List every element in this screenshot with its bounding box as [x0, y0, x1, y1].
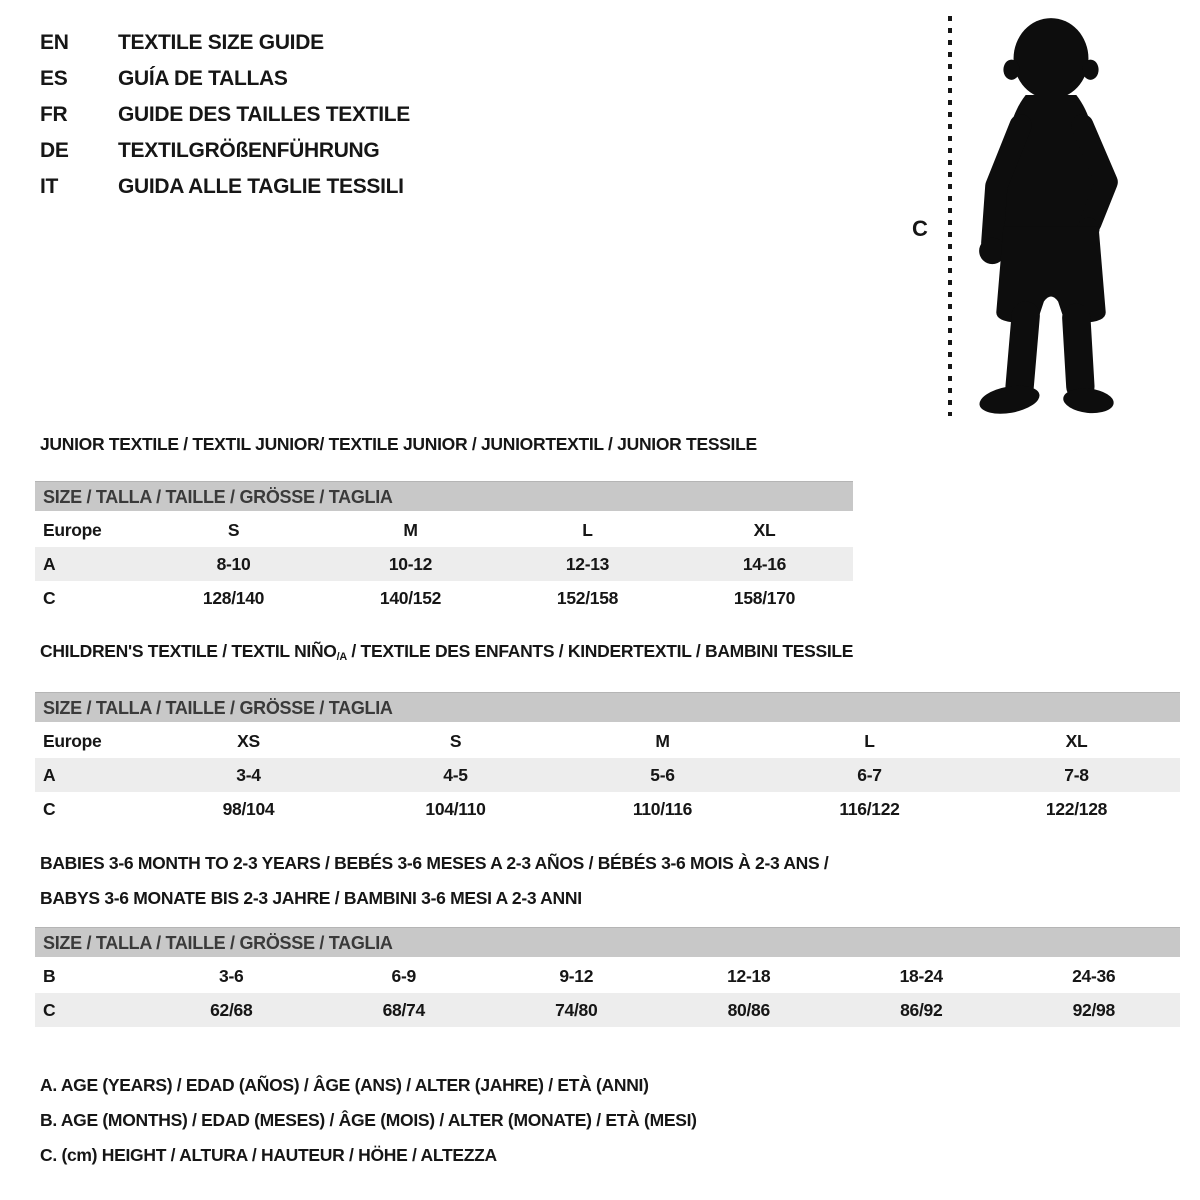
- row-value: 92/98: [1072, 999, 1115, 1020]
- section-title-text: BABIES 3-6 MONTH TO 2-3 YEARS / BEBÉS 3-6 MESES A 2-3 AÑOS / BÉBÉS 3-6 MOIS À 2-3 ANS /: [40, 853, 829, 873]
- row-value: 80/86: [727, 999, 770, 1020]
- row-value: 116/122: [839, 798, 900, 819]
- language-row: [40, 133, 410, 169]
- language-title: TEXTILE SIZE GUIDE: [118, 31, 324, 54]
- size-table: [35, 927, 1180, 1027]
- row-value: M: [403, 519, 418, 540]
- table-row: [35, 959, 1180, 993]
- row-label: B: [43, 965, 56, 986]
- row-label: Europe: [43, 730, 102, 751]
- row-label: Europe: [43, 519, 102, 540]
- row-label: A: [43, 764, 56, 785]
- row-value: 110/116: [632, 798, 693, 819]
- row-value: 98/104: [222, 798, 275, 819]
- table-row: [35, 758, 1180, 792]
- table-row: [35, 993, 1180, 1027]
- row-label: C: [43, 798, 56, 819]
- table-row: [35, 724, 1180, 758]
- section-title-line: [40, 881, 829, 916]
- row-label: C: [43, 999, 56, 1020]
- row-value: XL: [1065, 730, 1088, 751]
- row-value: 24-36: [1072, 965, 1116, 986]
- row-value: L: [864, 730, 875, 751]
- row-value: 3-4: [236, 764, 261, 785]
- row-value: 128/140: [202, 587, 265, 608]
- table-row: [35, 792, 1180, 826]
- section-title: [40, 434, 757, 455]
- row-value: 68/74: [382, 999, 425, 1020]
- table-row: [35, 581, 853, 615]
- row-value: 12-18: [727, 965, 771, 986]
- row-value: 152/158: [556, 587, 619, 608]
- size-header-bar: SIZE / TALLA / TAILLE / GRÖSSE / TAGLIA: [35, 481, 853, 511]
- row-value: S: [227, 519, 240, 540]
- size-table: [35, 692, 1180, 826]
- section-title-text: CHILDREN'S TEXTILE / TEXTIL NIÑO: [40, 641, 337, 661]
- row-value: 5-6: [650, 764, 675, 785]
- row-value: XS: [237, 730, 260, 751]
- row-value: 3-6: [219, 965, 244, 986]
- row-value: 8-10: [216, 553, 251, 574]
- row-value: 18-24: [899, 965, 943, 986]
- row-value: 10-12: [388, 553, 433, 574]
- language-code: EN: [40, 31, 69, 54]
- section-title-text: / TEXTILE DES ENFANTS / KINDERTEXTIL / BAMBINI TESSILE: [346, 641, 854, 661]
- row-value: S: [449, 730, 462, 751]
- row-value: 74/80: [555, 999, 598, 1020]
- language-row: [40, 97, 410, 133]
- row-value: 86/92: [900, 999, 943, 1020]
- row-label: A: [43, 553, 56, 574]
- row-value: 140/152: [379, 587, 442, 608]
- table-row: [35, 547, 853, 581]
- row-value: 6-9: [391, 965, 416, 986]
- row-value: 158/170: [733, 587, 796, 608]
- section-title-line: [40, 846, 829, 881]
- size-header-bar: SIZE / TALLA / TAILLE / GRÖSSE / TAGLIA: [35, 927, 1180, 957]
- language-code: ES: [40, 67, 68, 90]
- legend: [40, 1068, 697, 1173]
- row-value: 7-8: [1064, 764, 1089, 785]
- toddler-silhouette-icon: [964, 12, 1138, 422]
- language-title-list: [40, 25, 410, 205]
- section-title: [40, 641, 853, 663]
- language-code: IT: [40, 175, 59, 198]
- language-code: FR: [40, 103, 68, 126]
- legend-line: A. AGE (YEARS) / EDAD (AÑOS) / ÂGE (ANS) / ALTER (JAHRE) / ETÀ (ANNI): [40, 1075, 649, 1095]
- legend-line: B. AGE (MONTHS) / EDAD (MESES) / ÂGE (MOIS) / ALTER (MONATE) / ETÀ (MESI): [40, 1110, 697, 1130]
- row-value: 104/110: [425, 798, 486, 819]
- row-value: 4-5: [443, 764, 468, 785]
- section-title-text: JUNIOR TEXTILE / TEXTIL JUNIOR/ TEXTILE JUNIOR / JUNIORTEXTIL / JUNIOR TESSILE: [40, 434, 757, 454]
- size-header-bar: SIZE / TALLA / TAILLE / GRÖSSE / TAGLIA: [35, 692, 1180, 722]
- row-value: 12-13: [565, 553, 610, 574]
- row-value: 14-16: [742, 553, 787, 574]
- row-value: 62/68: [210, 999, 253, 1020]
- section-title-text: BABYS 3-6 MONATE BIS 2-3 JAHRE / BAMBINI 3-6 MESI A 2-3 ANNI: [40, 888, 582, 908]
- row-label: C: [43, 587, 56, 608]
- language-title: GUIDE DES TAILLES TEXTILE: [118, 103, 410, 126]
- row-value: M: [655, 730, 670, 751]
- language-title: GUÍA DE TALLAS: [118, 67, 288, 90]
- language-row: [40, 61, 410, 97]
- size-table: [35, 481, 853, 615]
- row-value: 122/128: [1045, 798, 1108, 819]
- row-value: 9-12: [559, 965, 594, 986]
- language-title: TEXTILGRÖßENFÜHRUNG: [118, 139, 380, 162]
- legend-line: C. (cm) HEIGHT / ALTURA / HAUTEUR / HÖHE / ALTEZZA: [40, 1145, 497, 1165]
- language-code: DE: [40, 139, 69, 162]
- row-value: 6-7: [857, 764, 882, 785]
- table-row: [35, 513, 853, 547]
- language-row: [40, 169, 410, 205]
- section-title: [40, 846, 829, 916]
- section-title-text: /A: [336, 651, 347, 664]
- height-label-c: C: [912, 216, 928, 241]
- row-value: L: [582, 519, 593, 540]
- section-title-line: [40, 434, 757, 455]
- row-value: XL: [753, 519, 776, 540]
- section-title-line: [40, 641, 853, 663]
- language-title: GUIDA ALLE TAGLIE TESSILI: [118, 175, 404, 198]
- height-measure-dashed-line: [948, 16, 952, 416]
- language-row: [40, 25, 410, 61]
